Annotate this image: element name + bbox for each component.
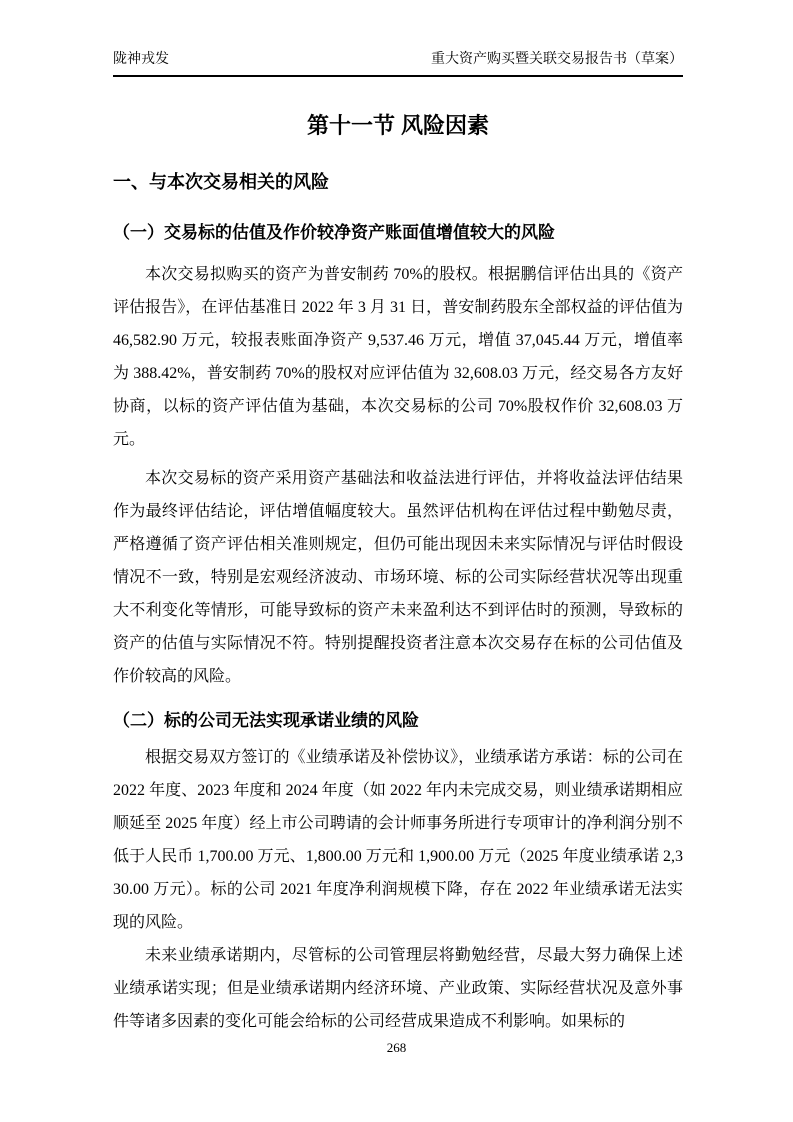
page-title: 第十一节 风险因素	[306, 113, 490, 138]
header-rule	[113, 52, 683, 77]
subsection-heading-2: （二）标的公司无法实现承诺业绩的风险	[113, 711, 419, 730]
header-left-text: 陇神戎发	[113, 52, 169, 67]
page-header	[113, 0, 683, 77]
paragraph: 本次交易拟购买的资产为普安制药 70%的股权。根据鹏信评估出具的《资产评估报告》，在评估基准日 2022 年 3 月 31 日，普安制药股东全部权益的评估值为 46,582.90 万元，较报表账面净资产 9,537.46 万元，增值 37,045.44 万元，增值率为 388.42%，普安制药 70%的股权对应评估值为 32,608.03 万元，经交易各方友好协商，以标的资产评估值为基础，本次交易标的公司 70%股权作价 32,608.03 万元。	[113, 266, 683, 448]
page-number: 268	[386, 1040, 407, 1055]
paragraph: 未来业绩承诺期内，尽管标的公司管理层将勤勉经营，尽最大努力确保上述业绩承诺实现；但是业绩承诺期内经济环境、产业政策、实际经营状况及意外事件等诸多因素的变化可能会给标的公司经营成果造成不利影响。如果标的	[113, 947, 683, 1030]
header-right-text: 重大资产购买暨关联交易报告书（草案）	[431, 52, 683, 67]
paragraph: 根据交易双方签订的《业绩承诺及补偿协议》，业绩承诺方承诺：标的公司在 2022 年度、2023 年度和 2024 年度（如 2022 年内未完成交易，则业绩承诺期相应顺延至 2025 年度）经上市公司聘请的会计师事务所进行专项审计的净利润分别不低于人民币 1,700.00 万元、1,800.00 万元和 1,900.00 万元（2025 年度业绩承诺 2,330.00 万元）。标的公司 2021 年度净利润规模下降，存在 2022 年业绩承诺无法实现的风险。	[113, 749, 683, 931]
section-heading-1: 一、与本次交易相关的风险	[113, 172, 329, 192]
paragraph: 本次交易标的资产采用资产基础法和收益法进行评估，并将收益法评估结果作为最终评估结论，评估增值幅度较大。虽然评估机构在评估过程中勤勉尽责，严格遵循了资产评估相关准则规定，但仍可能出现因未来实际情况与评估时假设情况不一致，特别是宏观经济波动、市场环境、标的公司实际经营状况等出现重大不利变化等情形，可能导致标的资产未来盈利达不到评估时的预测，导致标的资产的估值与实际情况不符。特别提醒投资者注意本次交易存在标的公司估值及作价较高的风险。	[113, 470, 683, 685]
subsection-heading-1: （一）交易标的估值及作价较净资产账面值增值较大的风险	[113, 223, 555, 242]
